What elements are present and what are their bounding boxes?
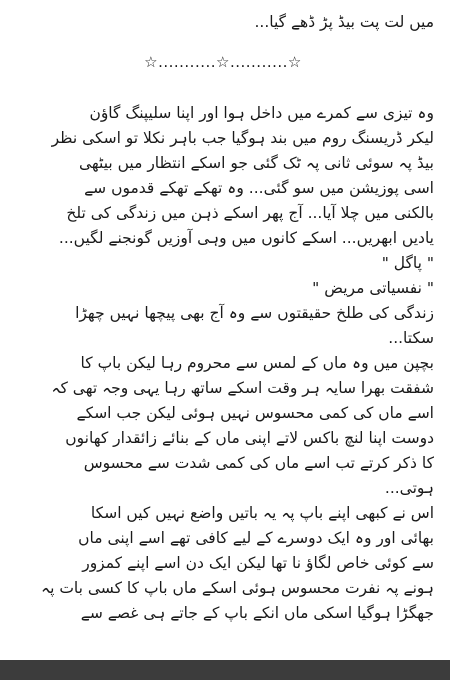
text-line: لیکر ڈریسنگ روم میں بند ہوگیا جب باہر نکلا تو اسکی نظر [51,129,434,147]
text-line: بھائی اور وہ ایک دوسرے کے لیے کافی تھے اسے اپنی ماں [78,529,434,547]
text-line: کا ذکر کرتے تب اسے ماں کی کمی شدت سے محسوس [83,454,434,472]
section-separator: ☆...........☆...........☆ [144,53,302,71]
paragraph-1 [12,101,434,351]
opening-line: میں لت پت بیڈ پڑ ڈھے گیا... [254,13,434,31]
text-line: زندگی کی طلخ حقیقتوں سے وہ آج بھی پیچھا نہیں چھڑا [75,304,434,322]
spacer [12,35,434,47]
bottom-bar [0,660,450,680]
text-line: ہوتی... [384,479,434,497]
quote-line: " پاگل " [381,254,434,272]
text-line: یادیں ابھریں... اسکے کانوں میں وہی آوزیں گونجنے لگیں... [58,229,434,247]
text-line: شفقت بھرا سایہ ہر وقت اسکے ساتھ رہا یہی وجہ تھی کہ [51,379,434,397]
text-line: سکتا... [388,329,434,347]
text-line: وہ تیزی سے کمرے میں داخل ہوا اور اپنا سلیپنگ گاؤن [89,104,434,122]
text-line: سے کوئی خاص لگاؤ نا تھا لیکن ایک دن اسے اپنے کمزور [82,554,434,572]
text-line: بچپن میں وہ ماں کے لمس سے محروم رہا لیکن باپ کا [80,354,434,372]
paragraph-3 [12,501,434,626]
quote-line: " نفسیاتی مریض " [312,279,434,297]
text-line: بالکنی میں چلا آیا... آج پھر اسکے ذہن میں زندگی کی تلخ [66,204,434,222]
paragraph-2 [12,351,434,501]
text-line: اسے ماں کی کمی محسوس نہیں ہوئی لیکن جب اسکے [76,404,434,422]
text-line: بیڈ پہ سوئی ثانی پہ ٹک گئی جو اسکے انتظار میں بیٹھی [78,154,434,172]
text-line: جھگڑا ہوگیا اسکی ماں انکے باپ کے جاتے ہی غصے سے [80,604,434,622]
text-line: اس نے کبھی اپنے باپ پہ یہ باتیں واضع نہیں کیں اسکا [90,504,434,522]
text-line: دوست اپنا لنچ باکس لاتے اپنی ماں کے بنائے زائقدار کھانوں [65,429,434,447]
text-line: اسی پوزیشن میں سو گئی... وہ تھکے تھکے قدموں سے [84,179,434,197]
text-line: ہونے پہ نفرت محسوس ہوئی اسکے ماں باپ کا کسی بات پہ [41,579,434,597]
